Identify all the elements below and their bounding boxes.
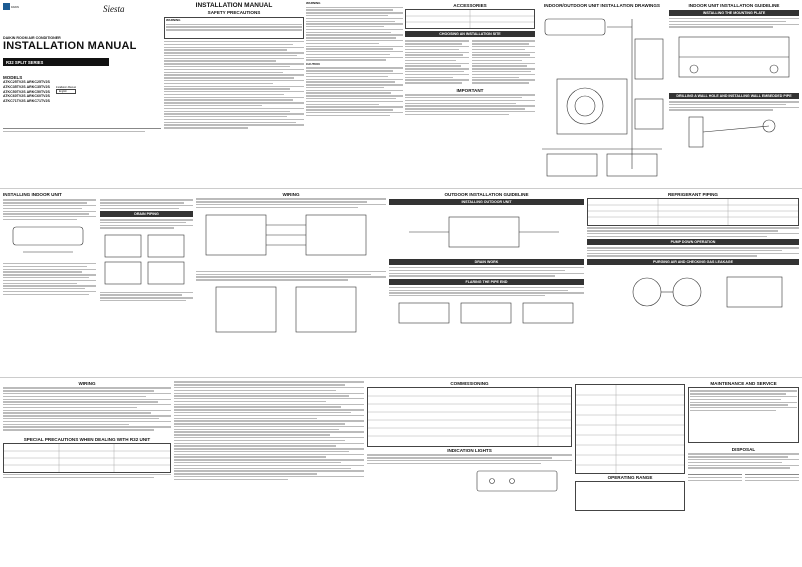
daikin-logo-text: DAIKIN [11, 6, 19, 9]
cover-company: DAIKIN ROOM AIR CONDITIONER [3, 36, 61, 40]
installing-indoor-section [3, 191, 193, 375]
pump-down-title: PUMP DOWN OPERATION [670, 240, 716, 245]
page2-wiring-section [196, 191, 386, 375]
operating-range-title: OPERATING RANGE [607, 475, 653, 480]
page3-wiring-section [3, 380, 171, 565]
indication-lights-diagram [367, 466, 572, 496]
commissioning-checklist [367, 387, 572, 447]
site-title: CHOOSING AN INSTALLATION SITE [439, 32, 501, 36]
warning-heading: WARNING [306, 2, 321, 5]
commissioning-title: COMMISSIONING [450, 381, 489, 386]
page3-notes-section [174, 380, 364, 565]
installing-outdoor-title: INSTALLING OUTDOOR UNIT [461, 200, 512, 204]
flaring-band [389, 279, 584, 285]
drawings-section [537, 2, 667, 186]
daikin-logo [3, 3, 10, 10]
refrigerant-table [587, 198, 799, 226]
cover-series: R32 SPLIT SERIES [6, 59, 44, 65]
safety-section [164, 2, 304, 186]
important-title: IMPORTANT [456, 87, 484, 93]
indoor-unit-drawing [545, 19, 605, 35]
cover-models-heading: MODELS [3, 75, 23, 80]
mounting-band [669, 10, 799, 16]
safety-title: INSTALLATION MANUAL [195, 2, 273, 9]
page2-wiring-title: WIRING [282, 192, 300, 197]
purging-diagram [587, 267, 797, 322]
installing-outdoor-band [389, 199, 584, 205]
cover-models-list [3, 80, 50, 104]
manual-page-2 [0, 189, 802, 378]
drilling-band [669, 93, 799, 99]
model-row: ATKC35TV2S ARKC35TV2S [3, 84, 50, 89]
drain-work-band [389, 259, 584, 265]
outdoor-unit-drawing [557, 79, 627, 134]
model-row: ATKC71TV2S ARKC71TV2S [3, 99, 50, 104]
manual-page-1 [0, 0, 802, 189]
warnings-section [306, 2, 403, 186]
safety-subtitle: SAFETY PRECAUTIONS [207, 10, 261, 15]
accessories-table [405, 9, 535, 29]
drawings-title: INDOOR/OUTDOOR UNIT INSTALLATION DRAWINGS [544, 3, 660, 8]
special-precautions-table [3, 443, 171, 473]
installation-drawing [537, 9, 667, 184]
accessories-title: ACCESSORIES [453, 3, 487, 8]
model-row: ATKC50TV2S ARKC50TV2S [3, 89, 50, 94]
cover-title: INSTALLATION MANUAL [3, 40, 137, 52]
wiring-diagram [196, 210, 386, 270]
outdoor-guideline-section [389, 191, 584, 375]
special-precautions-title: SPECIAL PRECAUTIONS WHEN DEALING WITH R32 UNIT [23, 436, 151, 442]
indication-lights-title: INDICATION LIGHTS [447, 448, 492, 453]
manual-page-3 [0, 378, 802, 567]
refrigerant-section [587, 191, 799, 375]
installing-indoor-title: INSTALLING INDOOR UNIT [3, 192, 62, 197]
cover-section [3, 2, 161, 186]
language-label: Installation Manual [55, 86, 76, 89]
cover-series-banner [3, 58, 109, 66]
model-row: ATKC60TV2S ARKC60TV2S [3, 94, 50, 99]
outdoor-guide-title: OUTDOOR INSTALLATION GUIDELINE [444, 192, 529, 197]
siesta-logo: Siesta [103, 4, 125, 14]
model-row: ATKC25TV2S ARKC25TV2S [3, 80, 50, 84]
indoor-guideline-section [669, 2, 799, 186]
drain-piping-band [100, 211, 193, 217]
maintenance-section [688, 380, 799, 565]
commissioning-section [367, 380, 572, 565]
site-title-band [405, 31, 535, 37]
language-badge: English [56, 89, 76, 94]
mounting-plate-diagram [669, 29, 799, 91]
pump-down-band [587, 239, 799, 245]
disposal-title: DISPOSAL [731, 447, 756, 452]
operating-range-section [575, 380, 685, 565]
flaring-title: FLARING THE PIPE END [465, 279, 508, 284]
drain-piping-title: DRAIN PIPING [134, 212, 159, 217]
indicator-table [575, 384, 685, 474]
caution-heading: CAUTION [306, 62, 320, 66]
drain-work-title: DRAIN WORK [474, 260, 499, 264]
refrigerant-title: REFRIGERANT PIPING [667, 192, 719, 197]
safety-warning-box [164, 17, 304, 39]
mounting-title: INSTALLING THE MOUNTING PLATE [702, 11, 766, 15]
wall-hole-diagram [669, 112, 799, 152]
purging-band [587, 259, 799, 265]
safety-text-block [164, 41, 304, 129]
warning-label: WARNING [166, 19, 181, 22]
accessories-section [405, 2, 535, 186]
page3-wiring-title: WIRING [78, 381, 96, 386]
outdoor-clearance-diagram [389, 207, 584, 257]
drilling-title: DRILLING A WALL HOLE AND INSTALLING WALL EMBEDDED PIPE [676, 94, 792, 99]
indoor-guide-title: INDOOR UNIT INSTALLATION GUIDELINE [688, 3, 780, 8]
maintenance-title: MAINTENANCE AND SERVICE [710, 381, 777, 386]
purging-title: PURGING AIR AND CHECKING GAS LEAKAGE [653, 259, 733, 264]
